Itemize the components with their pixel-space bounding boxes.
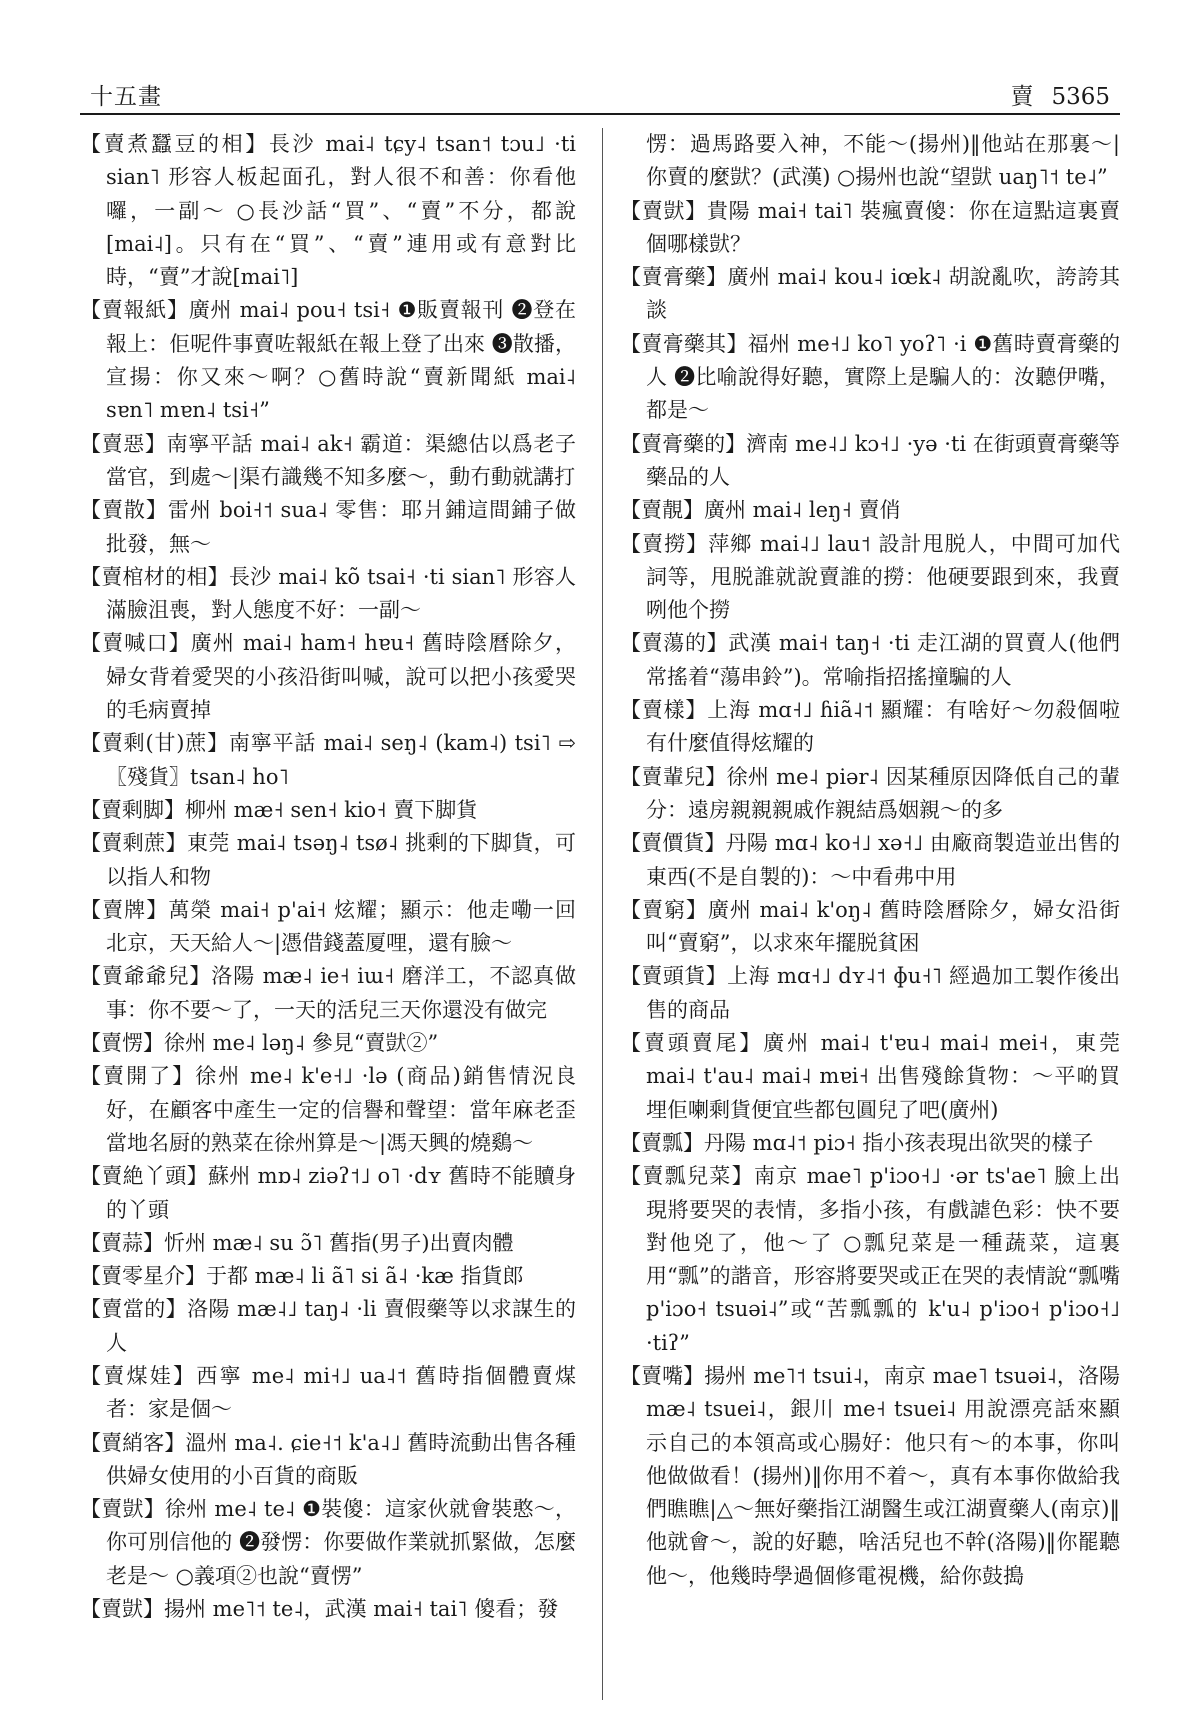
dictionary-entry: 【賣蒜】忻州 mæ˨ su ɔ̃˥ 舊指(男子)出賣肉體 (80, 1230, 514, 1255)
dictionary-entry: 【賣窮】廣州 mai˨ k'oŋ˨ 舊時陰曆除夕，婦女沿街叫“賣窮”，以求來年擺脱貧困 (620, 897, 1120, 956)
dictionary-entry: 【賣愣】徐州 me˨ ləŋ˨ 參見“賣獃②” (80, 1031, 439, 1056)
dictionary-entry: 【賣撈】萍鄉 mai˨˩ lau˦ 設計甩脱人，中間可加代詞等，甩脱誰就說賣誰的撈：他硬要跟到來，我賣咧他个撈 (620, 531, 1120, 623)
headword-label: 賣 (1010, 84, 1034, 110)
entry-continuation: 愣：過馬路要入神，不能～(揚州)‖他站在那裏～|你賣的麼獃？(武漢) ○揚州也說“望獃 uaŋ˥˦ te˨” (646, 132, 1120, 190)
dictionary-entry: 【賣樣】上海 mɑ˧˩ ɦiã˨˦ 顯耀：有啥好～勿殺個啦有什麼值得炫耀的 (620, 698, 1120, 756)
dictionary-entry: 【賣瓢兒菜】南京 mae˥ p'iɔo˧˩ ·ər ts'ae˥ 臉上出現將要哭的表情，多指小孩，有戲謔色彩：快不要對他兇了，他～了 ○瓢兒菜是一種蔬菜，這裏用“瓢”的諧音，形容將要哭或正在哭的表情說“瓢嘴 p'iɔo˧ tsuəi˨”或“苦瓢瓢的 k'u˨ p'iɔo˧ p'iɔo˧˩ ·tiʔ” (620, 1164, 1120, 1355)
dictionary-entry: 【賣蕩的】武漢 mai˧ taŋ˧ ·ti 走江湖的買賣人(他們常搖着“蕩串鈴”)。常喻指招搖撞騙的人 (620, 631, 1120, 689)
dictionary-entry: 【賣煤娃】西寧 me˨ mi˧˩ ua˨˦ 舊時指個體賣煤者：家是個～ (80, 1363, 576, 1422)
dictionary-entry: 【賣嘴】揚州 me˥˦ tsui˨，南京 mae˥ tsuəi˨，洛陽 mæ˨ tsuei˨，銀川 me˧ tsuei˨ 用說漂亮話來顯示自己的本領高或心腸好：他只有～的本事，你叫他做做看！(揚州)‖你用不着～，真有本事你做給我們瞧瞧|△～無好藥指江湖醫生或江湖賣藥人(南京)‖他就會～，說的好聽，啥活兒也不幹(洛陽)‖你罷聽他～，他幾時學過個修電視機，給你鼓搗 (620, 1363, 1120, 1588)
dictionary-entry: 【賣喊口】廣州 mai˨ ham˧ hɐu˧ 舊時陰曆除夕，婦女背着愛哭的小孩沿街叫喊，說可以把小孩愛哭的毛病賣掉 (80, 631, 576, 723)
page-header (80, 78, 1120, 112)
page-header-right (1010, 78, 1110, 111)
dictionary-entry: 【賣頭賣尾】廣州 mai˨ t'ɐu˨ mai˨ mei˧，東莞 mai˨ t'au˨ mai˨ mɐi˧ 出售殘餘貨物：～平啲買埋佢喇剩貨便宜些都包圓兒了吧(廣州) (620, 1031, 1120, 1122)
dictionary-entry: 【賣膏藥】廣州 mai˨ kou˨ iœk˨ 胡說亂吹，誇誇其談 (620, 265, 1120, 323)
dictionary-entry: 【賣剩(甘)蔗】南寧平話 mai˨ seŋ˨ (kam˨) tsi˥ ⇨〖殘貨〗tsan˨ ho˥ (80, 731, 576, 789)
dictionary-entry: 【賣散】雷州 boi˧˦ sua˨ 零售：耶爿鋪這間鋪子做批發，無～ (80, 498, 576, 556)
dictionary-entry: 【賣綃客】溫州 ma˨. ɕie˧˦ k'a˨˩ 舊時流動出售各種供婦女使用的小百貨的商販 (80, 1430, 576, 1488)
dictionary-entry: 【賣頭貨】上海 mɑ˧˩ dʏ˨˦ ɸu˧˥ 經過加工製作後出售的商品 (620, 964, 1120, 1022)
dictionary-entry: 【賣靚】廣州 mai˨ leŋ˧ 賣俏 (620, 498, 901, 523)
dictionary-entry: 【賣剩脚】柳州 mæ˧ sen˧ kio˧ 賣下脚貨 (80, 797, 478, 822)
dictionary-entry: 【賣棺材的相】長沙 mai˨ kõ tsai˧ ·ti sian˥ 形容人滿臉沮喪，對人態度不好：一副～ (80, 564, 576, 623)
dictionary-entry: 【賣爺爺兒】洛陽 mæ˨ ie˧ iɯ˧ 磨洋工，不認真做事：你不要～了，一天的活兒三天你還没有做完 (80, 964, 576, 1022)
dictionary-entry: 【賣煮蠶豆的相】長沙 mai˨ tɕy˨ tsan˦ tɔu˩ ·ti sian˥ 形容人板起面孔，對人很不和善：你看他囉，一副～ ○長沙話“買”、“賣”不分，都說[mai˨]。只有在“買”、“賣”連用或有意對比時，“賣”才說[mai˥] (80, 132, 576, 290)
dictionary-entry: 【賣零星介】于都 mæ˨ li ã˥ si ã˨ ·kæ 指貨郎 (80, 1264, 524, 1289)
dictionary-entry: 【賣獃】揚州 me˥˦ te˨，武漢 mai˧ tai˥ 傻看；發 (80, 1597, 559, 1622)
dictionary-entry: 【賣獃】貴陽 mai˧ tai˥ 裝瘋賣傻：你在這點這裏賣個哪樣獃？ (620, 198, 1120, 256)
dictionary-entry: 【賣輩兒】徐州 me˨ piər˨ 因某種原因降低自己的輩分：遠房親親親戚作親結爲姻親～的多 (620, 764, 1120, 822)
dictionary-entry: 【賣瓢】丹陽 mɑ˨˦ piɔ˧ 指小孩表現出欲哭的樣子 (620, 1130, 1094, 1155)
left-column (80, 128, 576, 1626)
dictionary-entry: 【賣價貨】丹陽 mɑ˨ ko˧˩ xə˧˩ 由廠商製造並出售的東西(不是自製的)：～中看弗中用 (620, 831, 1120, 889)
dictionary-entry: 【賣報紙】廣州 mai˨ pou˧ tsi˧ ❶販賣報刊 ❷登在報上：佢呢件事賣咗報紙在報上登了出來 ❸散播，宣揚：你又來～啊？○舊時說“賣新聞紙 mai˨ sɐn˥ mɐn˨ tsi˧” (80, 298, 576, 423)
dictionary-entry: 【賣膏藥的】濟南 me˨˩ kɔ˧˩ ·yə ·ti 在街頭賣膏藥等藥品的人 (620, 431, 1120, 489)
right-column (620, 128, 1120, 1593)
dictionary-entry: 【賣剩蔗】東莞 mai˨ tsəŋ˨ tsø˨ 挑剩的下脚貨，可以指人和物 (80, 831, 576, 889)
column-divider (602, 128, 603, 1700)
dictionary-entry: 【賣當的】洛陽 mæ˨˩ taŋ˨ ·li 賣假藥等以求謀生的人 (80, 1297, 576, 1355)
header-rule (80, 113, 1120, 115)
dictionary-entry: 【賣絶丫頭】蘇州 mɒ˨ ziəʔ˦˩ o˥ ·dʏ 舊時不能贖身的丫頭 (80, 1164, 576, 1222)
dictionary-entry: 【賣獃】徐州 me˨ te˨ ❶裝傻：這家伙就會裝憨～，你可別信他的 ❷發愣：你要做作業就抓緊做，怎麼老是～ ○義項②也說“賣愣” (80, 1497, 576, 1588)
dictionary-entry: 【賣牌】萬榮 mai˧ p'ai˧ 炫耀；顯示：他走嘞一回北京，天天給人～|憑借錢蓋厦哩，還有臉～ (80, 897, 576, 956)
dictionary-entry: 【賣膏藥其】福州 me˧˩ ko˥ yoʔ˥ ·i ❶舊時賣膏藥的人 ❷比喻說得好聽，實際上是騙人的：汝聽伊嘴，都是～ (620, 331, 1120, 423)
section-label: 十五畫 (90, 84, 162, 110)
dictionary-entry: 【賣開了】徐州 me˨ k'e˧˩ ·lə (商品)銷售情況良好，在顧客中產生一定的信譽和聲望：當年麻老歪當地名厨的熟菜在徐州算是～|馮天興的燒鷄～ (80, 1064, 576, 1155)
page-number: 5365 (1051, 84, 1110, 110)
dictionary-entry: 【賣惡】南寧平話 mai˨ ak˧ 霸道：渠總估以爲老子當官，到處～|渠冇識幾不知多麼～，動冇動就講打 (80, 431, 576, 489)
